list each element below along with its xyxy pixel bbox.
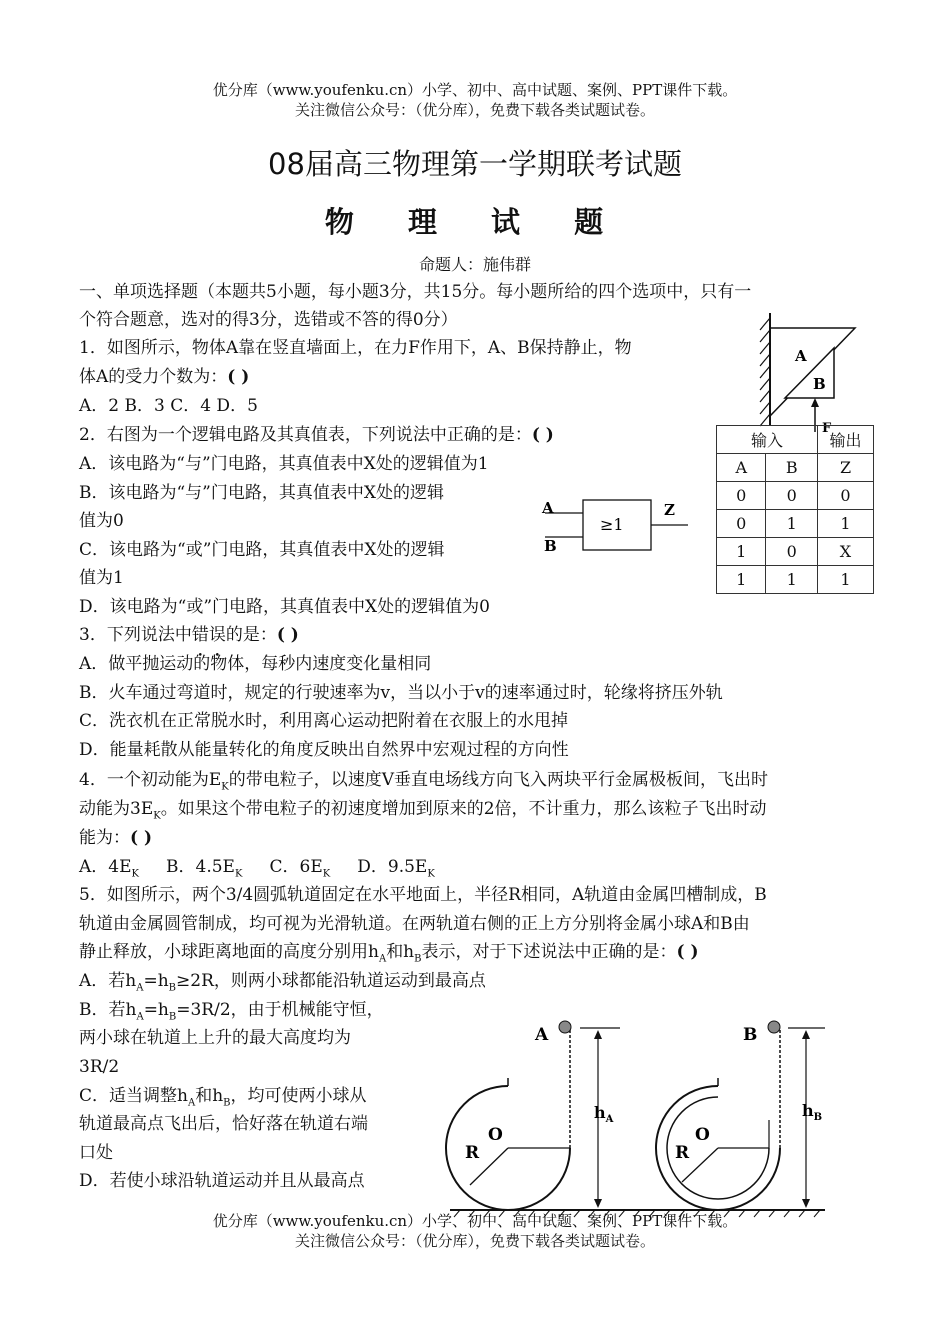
q5-option-c-post: ，均可使两小球从	[230, 1086, 367, 1106]
q5-option-c-2: 轨道最高点飞出后，恰好落在轨道右端	[79, 1114, 368, 1134]
q5-sub: A	[187, 1097, 196, 1109]
gate-input-b: B	[544, 537, 557, 555]
q2-option-b-2: 值为0	[79, 511, 124, 531]
q3-option-d: D．能量耗散从能量转化的角度反映出自然界中宏观过程的方向性	[79, 740, 569, 760]
table-cell: 0	[766, 482, 818, 510]
q2-option-b-1: B．该电路为“与”门电路，其真值表中X处的逻辑	[79, 483, 444, 503]
q5-hb-h: h	[802, 1101, 814, 1120]
gate-output-z: Z	[664, 501, 675, 519]
q5-sub: B	[223, 1097, 231, 1109]
q5-sub: B	[414, 953, 422, 965]
q5-r-label-a: R	[465, 1143, 480, 1163]
q1-label-a: A	[795, 347, 807, 365]
q1-options: A．2 B．3 C．4 D．5	[79, 396, 258, 416]
q5-ha-label	[594, 1103, 614, 1125]
q3-stem-pre: 3．下列说法中	[79, 625, 192, 645]
q5-option-c-mid: 和h	[195, 1086, 224, 1106]
q5-o-label-b: O	[695, 1125, 710, 1145]
q5-line-3-pre: 静止释放，小球距离地面的高度分别用h	[79, 942, 379, 962]
q5-paren: ( )	[676, 942, 699, 962]
q4-line-2-post: 。如果这个带电粒子的初速度增加到原来的2倍，不计重力，那么该粒子飞出时动	[160, 799, 767, 819]
q5-option-a-post: ≥2R，则两小球都能沿轨道运动到最高点	[176, 971, 486, 991]
q1-label-f: F	[822, 421, 832, 433]
gate-input-a: A	[542, 499, 554, 517]
q5-option-c-pre: C．适当调整h	[79, 1086, 188, 1106]
q5-option-b-pre: B．若h	[79, 1000, 137, 1020]
q4-line-1-post: 的带电粒子，以速度V垂直电场线方向飞入两块平行金属极板间，飞出时	[228, 770, 768, 790]
q2-logic-gate	[540, 495, 700, 560]
q1-stem-2	[79, 364, 249, 390]
section-intro-2: 个符合题意，选对的得3分，选错或不答的得0分）	[79, 310, 458, 330]
table-cell: 0	[818, 482, 874, 510]
table-cell: 1	[818, 510, 874, 538]
table-cell: 0	[766, 538, 818, 566]
table-cell: X	[818, 538, 874, 566]
q4-line-2-sub: K	[153, 810, 161, 822]
q5-sub: B	[168, 1011, 177, 1023]
q5-option-b-2: 两小球在轨道上上升的最大高度均为	[79, 1028, 351, 1048]
q5-figure	[430, 1010, 830, 1220]
q5-ha-sub: A	[605, 1114, 614, 1125]
header-line-2: 关注微信公众号：（优分库），免费下载各类试题试卷。	[294, 101, 655, 119]
truth-table	[716, 425, 874, 594]
q1-figure	[750, 308, 870, 433]
q5-sub: A	[136, 982, 144, 994]
q4-sub: K	[131, 868, 139, 880]
q5-o-label-a: O	[488, 1125, 503, 1145]
q5-line-2: 轨道由金属圆管制成，均可视为光滑轨道。在两轨道右侧的正上方分别将金属小球A和B由	[79, 914, 750, 934]
q4-line-1-sub: K	[221, 781, 229, 793]
q5-option-c-3: 口处	[79, 1143, 113, 1163]
q5-line-3-post: 表示，对于下述说法中正确的是：	[421, 942, 677, 962]
truth-table-col-a: A	[717, 454, 766, 482]
q3-option-b: B．火车通过弯道时，规定的行驶速率为v，当以小于v的速率通过时，轮缘将挤压外轨	[79, 683, 723, 703]
footer-line-1: 优分库（www.youfenku.cn）小学、初中、高中试题、案例、PPT课件下载。	[212, 1212, 738, 1230]
q1-label-b: B	[813, 375, 826, 393]
q5-option-a-mid: =h	[143, 971, 169, 991]
q5-option-a-pre: A．若h	[79, 971, 137, 991]
q5-r-label-b: R	[675, 1143, 690, 1163]
table-cell: 1	[717, 538, 766, 566]
section-intro-1: 一、单项选择题（本题共5小题，每小题3分，共15分。每小题所给的四个选项中，只有一	[79, 282, 752, 302]
q3-paren: ( )	[276, 625, 299, 645]
q4-sub: K	[427, 868, 435, 880]
q5-sub: A	[136, 1011, 144, 1023]
table-row	[717, 482, 874, 510]
q5-option-d-1: D．若使小球沿轨道运动并且从最高点	[79, 1171, 365, 1191]
q5-option-b-3: 3R/2	[79, 1057, 120, 1077]
q2-option-d: D．该电路为“或”门电路，其真值表中X处的逻辑值为0	[79, 597, 490, 617]
q3-stem	[79, 622, 299, 648]
q2-option-c-2: 值为1	[79, 568, 124, 588]
gate-symbol: ≥1	[600, 515, 624, 534]
table-cell: 1	[717, 566, 766, 594]
q4-option-c: C．6E	[269, 857, 323, 877]
author: 命题人：施伟群	[418, 255, 531, 274]
footer-line-2: 关注微信公众号：（优分库），免费下载各类试题试卷。	[294, 1232, 655, 1250]
table-cell: 0	[717, 510, 766, 538]
table-row	[717, 510, 874, 538]
page-title: 08届高三物理第一学期联考试题	[268, 147, 682, 181]
q1-stem-1: 1．如图所示，物体A靠在竖直墙面上，在力F作用下，A、B保持静止，物	[79, 338, 632, 358]
q4-paren: ( )	[130, 828, 153, 848]
truth-table-col-b: B	[766, 454, 818, 482]
q3-option-a: A．做平抛运动的物体，每秒内速度变化量相同	[79, 654, 432, 674]
q4-sub: K	[234, 868, 243, 880]
table-cell: 1	[818, 566, 874, 594]
q2-option-c-1: C．该电路为“或”门电路，其真值表中X处的逻辑	[79, 540, 445, 560]
q2-stem	[79, 422, 554, 448]
q2-paren: ( )	[531, 425, 554, 445]
page-subtitle: 物 理 试 题	[324, 205, 626, 239]
q3-stem-post: 的是：	[225, 625, 277, 645]
q2-stem-text: 2．右图为一个逻辑电路及其真值表，下列说法中正确的是：	[79, 425, 532, 445]
table-cell: 1	[766, 510, 818, 538]
truth-table-output-header: 输出	[818, 426, 874, 454]
table-cell: 1	[766, 566, 818, 594]
q5-hb-label	[802, 1101, 822, 1123]
q4-line-1-pre: 4．一个初动能为E	[79, 770, 222, 790]
q4-line-2	[79, 796, 767, 829]
q5-line-3-mid: 和h	[386, 942, 415, 962]
q1-paren: ( )	[227, 367, 250, 387]
q4-option-a: A．4E	[79, 857, 132, 877]
q4-line-3-text: 能为：	[79, 828, 130, 848]
table-row	[717, 566, 874, 594]
q3-emphasis-2: 误	[208, 625, 226, 645]
q5-line-1: 5．如图所示，两个3/4圆弧轨道固定在水平地面上，半径R相同，A轨道由金属凹槽制成，B	[79, 885, 767, 905]
q4-line-2-pre: 动能为3E	[79, 799, 154, 819]
table-cell: 0	[717, 482, 766, 510]
q5-ha-h: h	[594, 1103, 606, 1122]
q5-ball-a-label: A	[535, 1025, 549, 1045]
q4-option-d: D．9.5E	[357, 857, 428, 877]
q5-sub: B	[168, 982, 177, 994]
q5-sub: A	[378, 953, 387, 965]
truth-table-input-header: 输入	[717, 426, 818, 454]
q5-option-b-post: =3R/2，由于机械能守恒，	[176, 1000, 384, 1020]
q3-emphasis-1: 错	[191, 625, 209, 645]
q5-ball-b-label: B	[743, 1025, 758, 1045]
q3-option-c: C．洗衣机在正常脱水时，利用离心运动把附着在衣服上的水甩掉	[79, 711, 569, 731]
table-row	[717, 538, 874, 566]
q5-option-b-mid: =h	[143, 1000, 169, 1020]
q4-line-3	[79, 825, 152, 851]
q4-sub: K	[322, 868, 331, 880]
q1-stem-text: 体A的受力个数为：	[79, 367, 228, 387]
q2-option-a: A．该电路为“与”门电路，其真值表中X处的逻辑值为1	[79, 454, 489, 474]
header-line-1: 优分库（www.youfenku.cn）小学、初中、高中试题、案例、PPT课件下载。	[212, 81, 738, 99]
q5-hb-sub: B	[813, 1112, 823, 1123]
q4-option-b: B．4.5E	[166, 857, 235, 877]
truth-table-col-z: Z	[818, 454, 874, 482]
